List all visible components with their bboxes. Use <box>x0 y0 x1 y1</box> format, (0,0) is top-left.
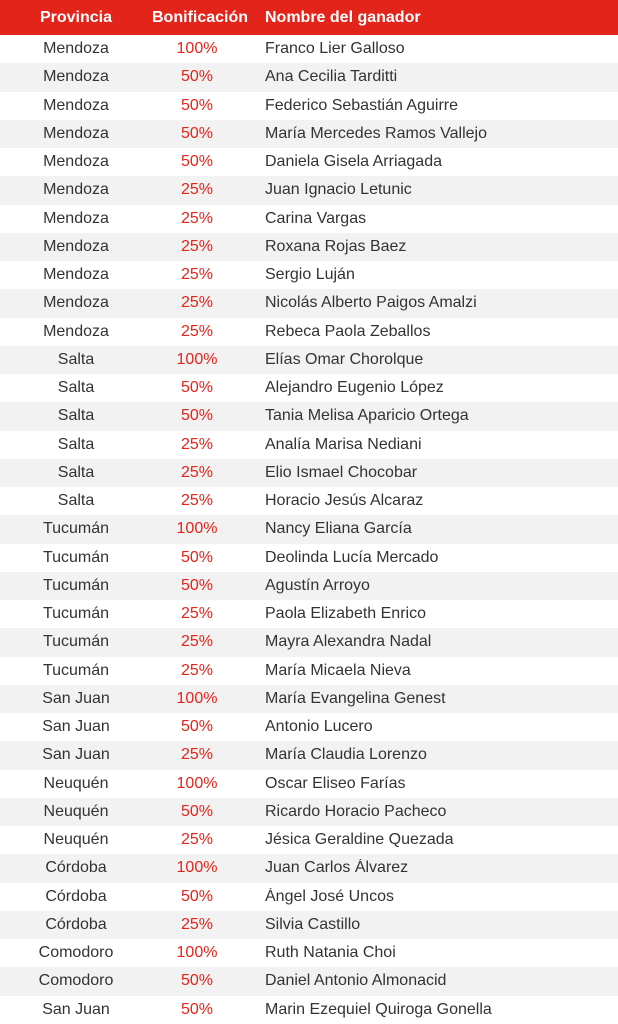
cell-nombre: Ricardo Horacio Pacheco <box>265 802 447 820</box>
cell-nombre: Elio Ismael Chocobar <box>265 463 418 481</box>
cell-bonificacion: 100% <box>176 520 218 538</box>
cell-provincia: Mendoza <box>43 209 109 227</box>
cell-bonificacion: 100% <box>176 944 218 962</box>
cell-nombre: María Claudia Lorenzo <box>265 746 427 764</box>
cell-provincia: Tucumán <box>42 661 110 679</box>
cell-provincia: Tucumán <box>42 576 110 594</box>
cell-nombre: Nancy Eliana García <box>265 520 412 538</box>
cell-provincia: San Juan <box>42 689 110 707</box>
cell-nombre: Silvia Castillo <box>265 915 361 933</box>
cell-nombre: Sergio Luján <box>265 266 355 284</box>
table-body <box>0 35 618 1024</box>
cell-nombre: Oscar Eliseo Farías <box>265 774 406 792</box>
cell-bonificacion: 25% <box>180 492 214 510</box>
cell-provincia: Salta <box>57 435 95 453</box>
table-row <box>0 261 618 289</box>
cell-provincia: Neuquén <box>43 802 109 820</box>
cell-bonificacion: 25% <box>180 181 214 199</box>
cell-nombre: Ángel José Uncos <box>265 887 394 905</box>
cell-provincia: Mendoza <box>43 294 109 312</box>
cell-nombre: Federico Sebastián Aguirre <box>265 96 458 114</box>
cell-bonificacion: 50% <box>180 96 214 114</box>
cell-nombre: Tania Melisa Aparicio Ortega <box>265 407 469 425</box>
cell-nombre: Mayra Alexandra Nadal <box>265 633 432 651</box>
cell-nombre: Rebeca Paola Zeballos <box>265 322 431 340</box>
table-row <box>0 770 618 798</box>
table-header <box>0 0 618 35</box>
cell-bonificacion: 25% <box>180 435 214 453</box>
table-row <box>0 402 618 430</box>
table-row <box>0 713 618 741</box>
table-row <box>0 120 618 148</box>
cell-bonificacion: 100% <box>176 40 218 58</box>
cell-bonificacion: 50% <box>180 718 214 736</box>
table-row <box>0 544 618 572</box>
table-row <box>0 657 618 685</box>
cell-provincia: Salta <box>57 350 95 368</box>
cell-nombre: Juan Ignacio Letunic <box>265 181 412 199</box>
cell-nombre: Franco Lier Galloso <box>265 40 405 58</box>
table-row <box>0 854 618 882</box>
cell-bonificacion: 50% <box>180 802 214 820</box>
cell-bonificacion: 50% <box>180 153 214 171</box>
cell-provincia: Mendoza <box>43 237 109 255</box>
cell-bonificacion: 100% <box>176 350 218 368</box>
cell-nombre: Horacio Jesús Alcaraz <box>265 492 424 510</box>
cell-provincia: Mendoza <box>43 68 109 86</box>
cell-provincia: Tucumán <box>42 633 110 651</box>
table-row <box>0 939 618 967</box>
cell-nombre: Antonio Lucero <box>265 718 373 736</box>
cell-provincia: San Juan <box>42 1000 110 1018</box>
cell-nombre: Daniela Gisela Arriagada <box>265 153 442 171</box>
table-row <box>0 996 618 1024</box>
cell-nombre: Deolinda Lucía Mercado <box>265 548 439 566</box>
table-row <box>0 883 618 911</box>
cell-bonificacion: 50% <box>180 887 214 905</box>
cell-provincia: Mendoza <box>43 96 109 114</box>
cell-provincia: Neuquén <box>43 831 109 849</box>
cell-bonificacion: 25% <box>180 915 214 933</box>
header-provincia: Provincia <box>39 8 113 26</box>
table-row <box>0 741 618 769</box>
table-row <box>0 205 618 233</box>
cell-provincia: Tucumán <box>42 520 110 538</box>
table-row <box>0 911 618 939</box>
cell-bonificacion: 25% <box>180 209 214 227</box>
cell-bonificacion: 25% <box>180 463 214 481</box>
cell-bonificacion: 50% <box>180 576 214 594</box>
cell-provincia: San Juan <box>42 746 110 764</box>
cell-bonificacion: 25% <box>180 266 214 284</box>
cell-bonificacion: 50% <box>180 972 214 990</box>
cell-nombre: Analía Marisa Nediani <box>265 435 422 453</box>
table-row <box>0 63 618 91</box>
cell-nombre: María Evangelina Genest <box>265 689 446 707</box>
cell-nombre: Nicolás Alberto Paigos Amalzi <box>265 294 477 312</box>
cell-nombre: Elías Omar Chorolque <box>265 350 424 368</box>
cell-nombre: Paola Elizabeth Enrico <box>265 605 426 623</box>
table-row <box>0 967 618 995</box>
cell-bonificacion: 100% <box>176 859 218 877</box>
cell-provincia: Salta <box>57 407 95 425</box>
table-row <box>0 148 618 176</box>
cell-bonificacion: 25% <box>180 322 214 340</box>
table-row <box>0 628 618 656</box>
cell-nombre: Roxana Rojas Baez <box>265 237 407 255</box>
table-row <box>0 515 618 543</box>
cell-bonificacion: 50% <box>180 407 214 425</box>
cell-nombre: Jésica Geraldine Quezada <box>265 831 454 849</box>
cell-provincia: Tucumán <box>42 548 110 566</box>
header-nombre: Nombre del ganador <box>265 8 421 26</box>
cell-provincia: Córdoba <box>45 887 107 905</box>
cell-nombre: María Mercedes Ramos Vallejo <box>265 124 488 142</box>
cell-nombre: Marin Ezequiel Quiroga Gonella <box>265 1000 492 1018</box>
cell-provincia: Córdoba <box>45 915 107 933</box>
cell-provincia: Comodoro <box>38 972 114 990</box>
cell-provincia: Comodoro <box>38 944 114 962</box>
table-row <box>0 600 618 628</box>
table-row <box>0 487 618 515</box>
cell-nombre: Ruth Natania Choi <box>265 944 396 962</box>
cell-bonificacion: 25% <box>180 237 214 255</box>
cell-bonificacion: 25% <box>180 633 214 651</box>
cell-bonificacion: 50% <box>180 1000 214 1018</box>
cell-bonificacion: 25% <box>180 661 214 679</box>
cell-nombre: Juan Carlos Álvarez <box>265 859 409 877</box>
cell-provincia: Salta <box>57 379 95 397</box>
cell-provincia: Salta <box>57 492 95 510</box>
cell-provincia: Salta <box>57 463 95 481</box>
cell-bonificacion: 100% <box>176 689 218 707</box>
cell-provincia: Córdoba <box>45 859 107 877</box>
cell-provincia: Mendoza <box>43 40 109 58</box>
table-row <box>0 685 618 713</box>
table-row <box>0 35 618 63</box>
cell-provincia: Tucumán <box>42 605 110 623</box>
table-row <box>0 176 618 204</box>
cell-provincia: Mendoza <box>43 153 109 171</box>
cell-nombre: Daniel Antonio Almonacid <box>265 972 447 990</box>
cell-bonificacion: 50% <box>180 68 214 86</box>
table-row <box>0 431 618 459</box>
table-row <box>0 318 618 346</box>
table-row <box>0 826 618 854</box>
cell-nombre: Carina Vargas <box>265 209 367 227</box>
table-row <box>0 289 618 317</box>
table-row <box>0 572 618 600</box>
cell-provincia: Mendoza <box>43 181 109 199</box>
cell-provincia: Mendoza <box>43 266 109 284</box>
cell-nombre: Agustín Arroyo <box>265 576 370 594</box>
cell-bonificacion: 100% <box>176 774 218 792</box>
table-row <box>0 374 618 402</box>
cell-bonificacion: 25% <box>180 294 214 312</box>
cell-provincia: Mendoza <box>43 322 109 340</box>
table-row <box>0 346 618 374</box>
table-row <box>0 233 618 261</box>
header-bonificacion: Bonificación <box>152 8 249 26</box>
cell-bonificacion: 25% <box>180 831 214 849</box>
cell-bonificacion: 25% <box>180 605 214 623</box>
table-row <box>0 92 618 120</box>
cell-bonificacion: 25% <box>180 746 214 764</box>
cell-bonificacion: 50% <box>180 379 214 397</box>
cell-provincia: Mendoza <box>43 124 109 142</box>
cell-provincia: Neuquén <box>43 774 109 792</box>
cell-nombre: María Micaela Nieva <box>265 661 411 679</box>
table-row <box>0 798 618 826</box>
table-row <box>0 459 618 487</box>
cell-bonificacion: 50% <box>180 124 214 142</box>
cell-nombre: Alejandro Eugenio López <box>265 379 444 397</box>
cell-nombre: Ana Cecilia Tarditti <box>265 68 398 86</box>
cell-provincia: San Juan <box>42 718 110 736</box>
cell-bonificacion: 50% <box>180 548 214 566</box>
